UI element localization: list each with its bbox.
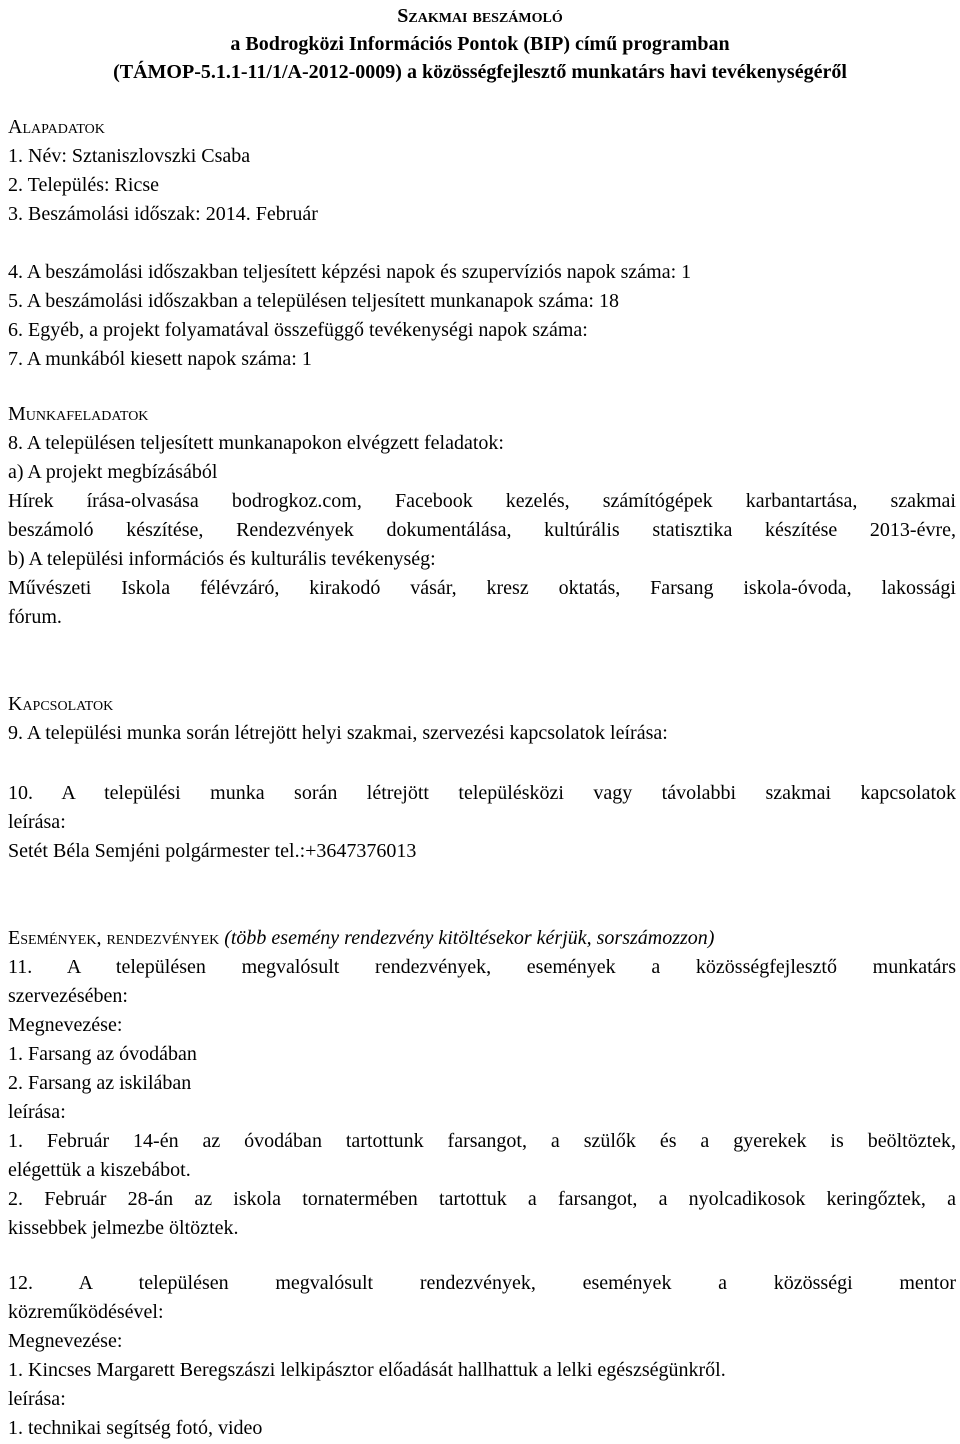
section-munkafeladatok xyxy=(8,400,956,632)
event-description-1-line-1: 1. Február 14-én az óvodában tartottunk farsangot, a szülők és a gyerekek is beöltöztek, xyxy=(8,1130,956,1152)
section-alapadatok xyxy=(8,113,956,229)
program-code-line: (TÁMOP-5.1.1-11/1/A-2012-0009) a közösségfejlesztő munkatárs havi tevékenységéről xyxy=(113,61,847,83)
question-8: 8. A településen teljesített munkanapokon elvégzett feladatok: xyxy=(8,432,504,454)
leirasa-label: leírása: xyxy=(8,1101,66,1123)
leirasa-label-2: leírása: xyxy=(8,1388,66,1410)
section-heading-esemenyek-line xyxy=(8,924,956,953)
program-title: a Bodrogközi Információs Pontok (BIP) című programban xyxy=(230,33,730,55)
question-11-line-2: szervezésében: xyxy=(8,985,128,1007)
subsection-b-text-line-1: Művészeti Iskola félévzáró, kirakodó vásár, kresz oktatás, Farsang iskola-óvoda, lakossági xyxy=(8,577,956,599)
question-9: 9. A települési munka során létrejött helyi szakmai, szervezési kapcsolatok leírása: xyxy=(8,722,668,744)
field-munkanapok: 5. A beszámolási időszakban a településen teljesített munkanapok száma: 18 xyxy=(8,290,619,312)
megnevezese-label-2: Megnevezése: xyxy=(8,1330,123,1352)
report-title: Szakmai beszámoló xyxy=(397,5,563,27)
event-item: 2. Farsang az iskilában xyxy=(8,1072,192,1094)
field-beszamolasi-idoszak: 3. Beszámolási időszak: 2014. Február xyxy=(8,203,318,225)
section-esemenyek xyxy=(8,924,956,1243)
subsection-a-text-line-1: Hírek írása-olvasása bodrogkoz.com, Facebook kezelés, számítógépek karbantartása, szakmai xyxy=(8,490,956,512)
field-kepzesi-napok: 4. A beszámolási időszakban teljesített képzési napok és szupervíziós napok száma: 1 xyxy=(8,261,692,283)
subsection-a-text-line-2: beszámoló készítése, Rendezvények dokumentálása, kultúrális statisztika készítése 2013-évre, xyxy=(8,519,956,541)
document-header xyxy=(0,2,960,86)
subsection-b-text-line-2: fórum. xyxy=(8,606,62,628)
field-egyeb-napok: 6. Egyéb, a projekt folyamatával összefüggő tevékenységi napok száma: xyxy=(8,319,588,341)
section-kapcsolatok xyxy=(8,690,956,748)
section-heading-alapadatok: Alapadatok xyxy=(8,116,105,138)
section-q10 xyxy=(8,779,956,866)
field-nev: 1. Név: Sztaniszlovszki Csaba xyxy=(8,145,251,167)
section-heading-esemenyek: Események, rendezvények xyxy=(8,927,220,949)
event-12-item: 1. Kincses Margarett Beregszászi lelkipásztor előadását hallhattuk a lelki egészségünkről. xyxy=(8,1359,726,1381)
field-kiesett-napok: 7. A munkából kiesett napok száma: 1 xyxy=(8,348,312,370)
event-description-2-line-1: 2. Február 28-án az iskola tornatermében tartottuk a farsangot, a nyolcadikosok keringőztek, a xyxy=(8,1188,956,1210)
event-description-2-line-2: kissebbek jelmezbe öltöztek. xyxy=(8,1217,239,1239)
question-10-line-1: 10. A települési munka során létrejött településközi vagy távolabbi szakmai kapcsolatok xyxy=(8,782,956,804)
field-telepules: 2. Település: Ricse xyxy=(8,174,159,196)
megnevezese-label: Megnevezése: xyxy=(8,1014,123,1036)
event-description-1-line-2: elégettük a kiszebábot. xyxy=(8,1159,191,1181)
subsection-a-label: a) A projekt megbízásából xyxy=(8,461,218,483)
question-12-line-2: közreműködésével: xyxy=(8,1301,164,1323)
section-heading-note: (több esemény rendezvény kitöltésekor kérjük, sorszámozzon) xyxy=(224,927,715,949)
section-q12 xyxy=(8,1269,956,1443)
answer-10: Setét Béla Semjéni polgármester tel.:+3647376013 xyxy=(8,840,417,862)
question-10-line-2: leírása: xyxy=(8,811,66,833)
question-12-line-1: 12. A településen megvalósult rendezvények, események a közösségi mentor xyxy=(8,1272,956,1294)
section-heading-munkafeladatok: Munkafeladatok xyxy=(8,403,149,425)
section-heading-kapcsolatok: Kapcsolatok xyxy=(8,693,114,715)
event-item: 1. Farsang az óvodában xyxy=(8,1043,197,1065)
subsection-b-label: b) A települési információs és kulturális tevékenység: xyxy=(8,548,436,570)
question-11-line-1: 11. A településen megvalósult rendezvények, események a közösségfejlesztő munkatárs xyxy=(8,956,956,978)
event-12-description: 1. technikai segítség fotó, video xyxy=(8,1417,263,1439)
section-napok xyxy=(8,258,956,374)
